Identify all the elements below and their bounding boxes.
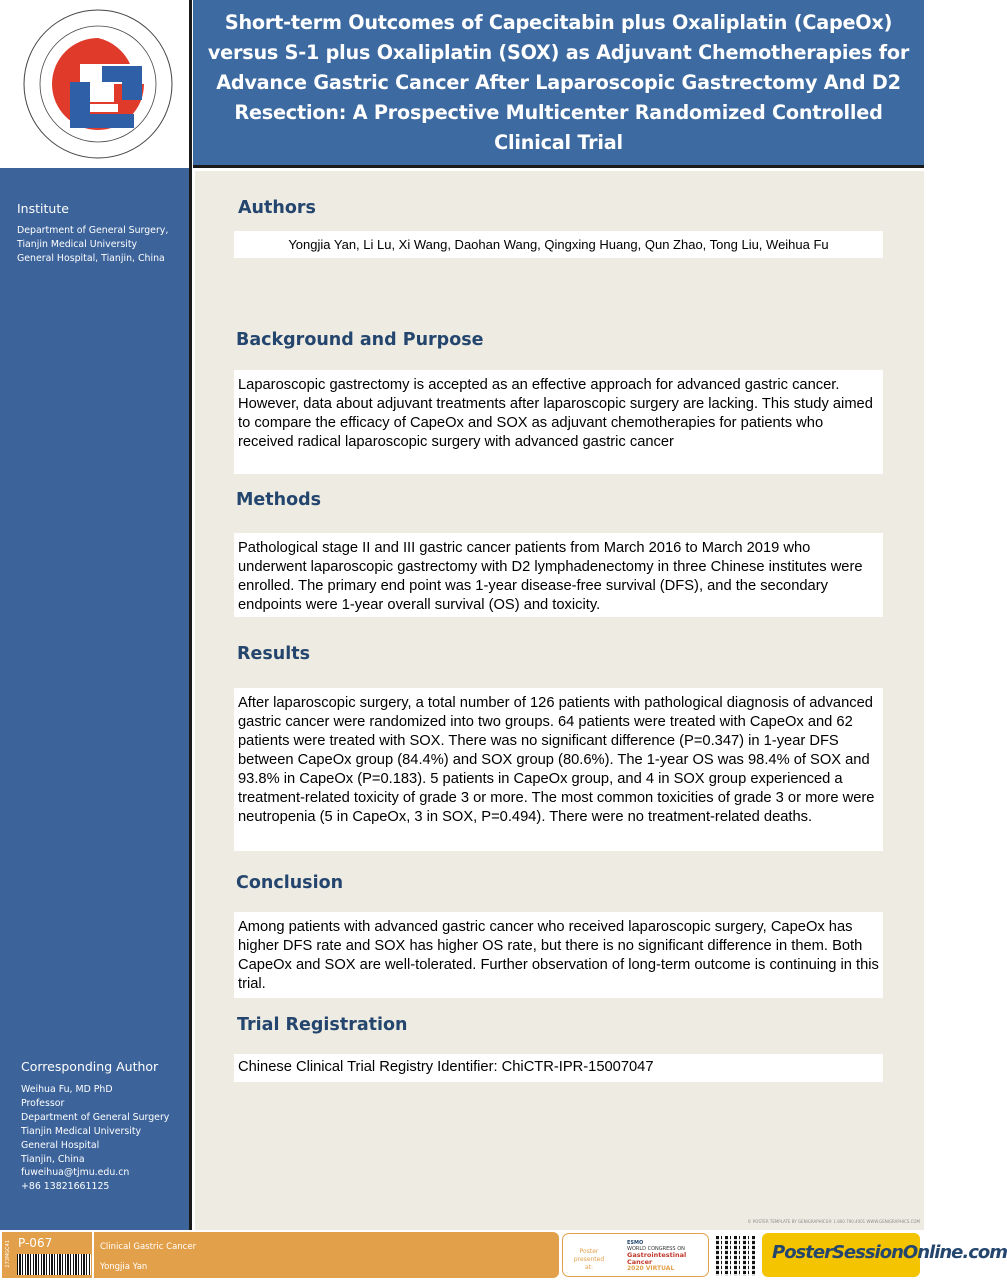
poster-id-vertical: 273MGC41 xyxy=(5,1240,11,1268)
hospital-emblem-icon xyxy=(10,4,186,164)
methods-box: Pathological stage II and III gastric cancer patients from March 2016 to March 2019 who underwent laparoscopic gastrectomy with D2 lymphadenectomy in three Chinese institutes were enrolled. The primary end point was 1-year disease-free survival (DFS), and the secondary endpoints were 1-year overall survival (OS) and toxicity. xyxy=(234,533,883,617)
institute-details xyxy=(17,224,168,265)
institute-line: General Hospital, Tianjin, China xyxy=(17,252,165,264)
institute-line: Department of General Surgery, xyxy=(17,225,169,236)
presented-at-label: Poster presented at: xyxy=(573,1248,605,1271)
brand-name: PosterSessionOnline.com xyxy=(772,1242,1007,1263)
conclusion-heading: Conclusion xyxy=(236,873,344,893)
results-heading: Results xyxy=(237,644,310,664)
hospital-logo xyxy=(0,0,192,168)
presenter-name: Yongjia Yan xyxy=(100,1262,148,1272)
background-heading: Background and Purpose xyxy=(236,330,484,350)
methods-heading: Methods xyxy=(236,490,322,510)
author-position: Professor xyxy=(21,1097,65,1109)
poster-number-block xyxy=(2,1232,92,1278)
topic-label: Clinical Gastric Cancer xyxy=(100,1242,197,1252)
congress-org: ESMO xyxy=(627,1240,644,1246)
sidebar xyxy=(0,168,192,1230)
authors-heading: Authors xyxy=(238,198,316,218)
trial-registration-heading: Trial Registration xyxy=(237,1015,408,1035)
background-box: Laparoscopic gastrectomy is accepted as an effective approach for advanced gastric cancer. However, data about adjuvant treatments after laparoscopic surgery are lacking. This study aimed to compare the efficacy of CapeOx and SOX as adjuvant chemotherapies for patients who received radical laparoscopic surgery with advanced gastric cancer xyxy=(234,370,883,474)
postersessiononline-logo[interactable] xyxy=(762,1233,1007,1277)
institute-title: Institute xyxy=(17,201,69,216)
author-email: fuweihua@tjmu.edu.cn xyxy=(21,1167,130,1179)
author-name: Weihua Fu, MD PhD xyxy=(21,1084,113,1095)
barcode-icon xyxy=(17,1254,91,1275)
congress-name: Gastrointestinal Cancer xyxy=(627,1251,687,1266)
poster-title: Short-term Outcomes of Capecitabin plus Oxaliplatin (CapeOx) versus S-1 plus Oxaliplatin (SOX) as Adjuvant Chemotherapies for Advance Gastric Cancer After Laparoscopic Gastrectomy And D2 Resection: A Prospective Multicenter Randomized Controlled Clinical Trial xyxy=(207,10,910,154)
author-city: Tianjin, China xyxy=(21,1153,85,1165)
footer xyxy=(0,1230,1007,1280)
poster-number: P-067 xyxy=(18,1236,53,1250)
authors-box: Yongjia Yan, Li Lu, Xi Wang, Daohan Wang, Qingxing Huang, Qun Zhao, Tong Liu, Weihua Fu xyxy=(234,231,883,258)
results-box: After laparoscopic surgery, a total number of 126 patients with pathological diagnosis of advanced gastric cancer were randomized into two groups. 64 patients were treated with CapeOx and 62 patients were treated with SOX. There was no significant difference (P=0.347) in 1-year DFS between CapeOx group (84.4%) and SOX group (80.6%). The 1-year OS was 98.4% of SOX and 93.8% in CapeOx (P=0.183). 5 patients in CapeOx group, and 4 in SOX group experienced a treatment-related toxicity of grade 3 or more. The most common toxicities of grade 3 or more were neutropenia (5 in CapeOx, 3 in SOX, P=0.494). There were no treatment-related deaths. xyxy=(234,688,883,851)
author-phone: +86 13821661125 xyxy=(21,1181,110,1193)
author-university: Tianjin Medical University xyxy=(21,1125,142,1137)
poster-header xyxy=(193,0,924,168)
presented-at-badge xyxy=(562,1233,709,1277)
institute-line: Tianjin Medical University xyxy=(17,238,138,250)
trial-registration-box: Chinese Clinical Trial Registry Identifier: ChiCTR-IPR-15007047 xyxy=(234,1054,883,1082)
conclusion-box: Among patients with advanced gastric cancer who received laparoscopic surgery, CapeOx has higher DFS rate and SOX has higher OS rate, but there is no significant difference in them. Both CapeOx and SOX are well-tolerated. Further observation of long-term outcome is continuing in this trial. xyxy=(234,912,883,998)
corresponding-author-details xyxy=(21,1083,169,1194)
congress-year: 2020 VIRTUAL xyxy=(627,1265,675,1272)
corresponding-author-title: Corresponding Author xyxy=(21,1059,159,1074)
author-department: Department of General Surgery xyxy=(21,1111,170,1123)
congress-line1: WORLD CONGRESS ON xyxy=(627,1246,685,1252)
author-hospital: General Hospital xyxy=(21,1139,100,1151)
qr-code-icon[interactable] xyxy=(716,1236,756,1276)
congress-logo xyxy=(627,1240,705,1272)
template-credit: © POSTER TEMPLATE BY GENIGRAPHICS® 1.800.790.4001 WWW.GENIGRAPHICS.COM xyxy=(747,1219,920,1224)
footer-info-bar xyxy=(94,1232,559,1278)
